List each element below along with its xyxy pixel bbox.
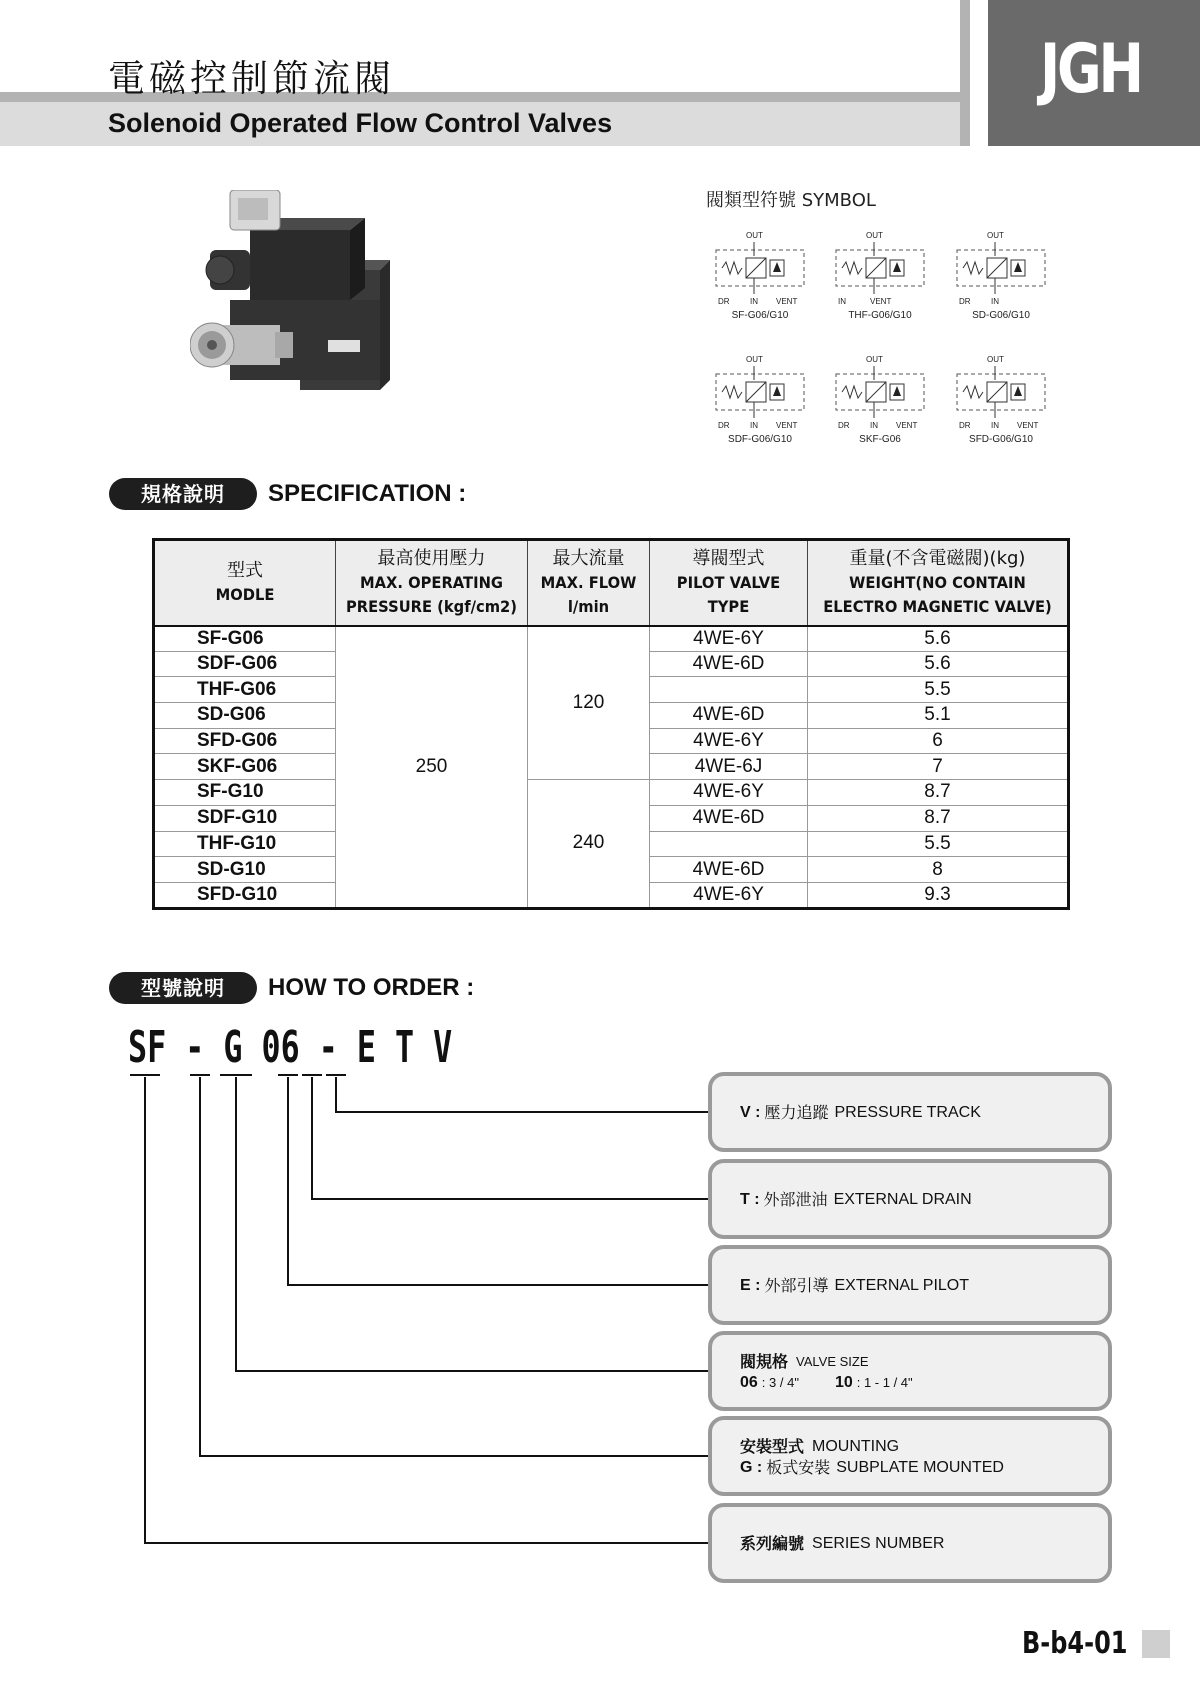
symbol-port-label: VENT — [776, 297, 798, 306]
page-number: B-b4-01 — [1022, 1626, 1128, 1661]
symbol-port-label: IN — [750, 421, 758, 430]
page-title: Solenoid Operated Flow Control Valves — [108, 108, 613, 138]
cell-model: SKF-G06 — [154, 754, 336, 780]
cell-weight: 5.6 — [808, 626, 1069, 652]
cell-weight: 7 — [808, 754, 1069, 780]
symbol-out-label: OUT — [866, 355, 883, 364]
cell-weight: 8 — [808, 857, 1069, 883]
cell-pilot-valve: 4WE-6D — [650, 651, 808, 677]
header-model: 型式 MODLE — [154, 540, 336, 626]
symbol-port-label: IN — [991, 421, 999, 430]
cell-weight: 5.5 — [808, 677, 1069, 703]
cell-model: SFD-G10 — [154, 882, 336, 908]
symbol-port-label: IN — [991, 297, 999, 306]
cell-pilot-valve: 4WE-6Y — [650, 780, 808, 806]
brand-logo: JGH — [1040, 30, 1141, 109]
symbol-out-label: OUT — [746, 355, 763, 364]
symbol-caption: SFD-G06/G10 — [969, 434, 1033, 445]
cell-model: SD-G06 — [154, 703, 336, 729]
cell-weight: 9.3 — [808, 882, 1069, 908]
cell-model: SDF-G10 — [154, 805, 336, 831]
option-valve-size: 閥規格 VALVE SIZE 06 : 3 / 4" 10 : 1 - 1 / 4" — [708, 1331, 1112, 1411]
symbol-port-label: IN — [870, 421, 878, 430]
cell-pilot-valve: 4WE-6D — [650, 703, 808, 729]
cell-model: THF-G10 — [154, 831, 336, 857]
page-title-chinese: 電磁控制節流閥 — [108, 57, 395, 100]
option-external-drain: T : 外部泄油 EXTERNAL DRAIN — [708, 1159, 1112, 1239]
header-pressure: 最高使用壓力 MAX. OPERATING PRESSURE (kgf/cm2) — [336, 540, 528, 626]
symbol-caption: SD-G06/G10 — [972, 310, 1030, 321]
symbol-port-label: DR — [838, 421, 850, 430]
page-marker — [1142, 1630, 1170, 1658]
cell-weight: 5.6 — [808, 651, 1069, 677]
cell-flow: 240 — [528, 780, 650, 908]
cell-weight: 8.7 — [808, 805, 1069, 831]
cell-model: THF-G06 — [154, 677, 336, 703]
symbol-port-label: VENT — [776, 421, 798, 430]
symbol-port-label: DR — [959, 297, 971, 306]
cell-model: SF-G10 — [154, 780, 336, 806]
header-weight: 重量(不含電磁閥)(kg) WEIGHT(NO CONTAIN ELECTRO MAGNETIC VALVE) — [808, 540, 1069, 626]
option-external-pilot: E : 外部引導 EXTERNAL PILOT — [708, 1245, 1112, 1325]
symbol-port-label: DR — [959, 421, 971, 430]
option-mounting: 安裝型式 MOUNTING G : 板式安裝 SUBPLATE MOUNTED — [708, 1416, 1112, 1496]
symbol-port-label: VENT — [896, 421, 918, 430]
symbol-port-label: VENT — [1017, 421, 1039, 430]
cell-pilot-valve: 4WE-6J — [650, 754, 808, 780]
header-flow: 最大流量 MAX. FLOW l/min — [528, 540, 650, 626]
cell-flow: 120 — [528, 626, 650, 780]
symbol-caption: THF-G06/G10 — [848, 310, 912, 321]
cell-model: SD-G10 — [154, 857, 336, 883]
symbol-caption: SDF-G06/G10 — [728, 434, 792, 445]
symbol-caption: SKF-G06 — [859, 434, 901, 445]
header-pilot: 導閥型式 PILOT VALVE TYPE — [650, 540, 808, 626]
symbol-out-label: OUT — [866, 231, 883, 240]
order-pill: 型號說明 — [109, 972, 257, 1004]
cell-pilot-valve: 4WE-6Y — [650, 626, 808, 652]
cell-pilot-valve: 4WE-6Y — [650, 882, 808, 908]
symbol-port-label: DR — [718, 421, 730, 430]
symbol-port-label: IN — [750, 297, 758, 306]
symbol-caption: SF-G06/G10 — [731, 310, 789, 321]
spec-title: SPECIFICATION : — [268, 480, 467, 507]
symbol-port-label: DR — [718, 297, 730, 306]
order-code: SF - G 06 - E T V — [128, 1022, 453, 1073]
cell-pilot-valve: 4WE-6D — [650, 857, 808, 883]
spec-pill: 規格說明 — [109, 478, 257, 510]
cell-weight: 5.1 — [808, 703, 1069, 729]
option-pressure-track: V : 壓力追蹤 PRESSURE TRACK — [708, 1072, 1112, 1152]
cell-pressure: 250 — [336, 626, 528, 909]
option-series-number: 系列編號 SERIES NUMBER — [708, 1503, 1112, 1583]
cell-weight: 6 — [808, 728, 1069, 754]
order-title: HOW TO ORDER : — [268, 974, 475, 1001]
symbol-port-label: VENT — [870, 297, 892, 306]
cell-model: SF-G06 — [154, 626, 336, 652]
cell-pilot-valve: 4WE-6D — [650, 805, 808, 831]
symbol-out-label: OUT — [987, 355, 1004, 364]
symbol-out-label: OUT — [987, 231, 1004, 240]
cell-model: SFD-G06 — [154, 728, 336, 754]
cell-pilot-valve: 4WE-6Y — [650, 728, 808, 754]
cell-model: SDF-G06 — [154, 651, 336, 677]
cell-weight: 5.5 — [808, 831, 1069, 857]
symbol-port-label: IN — [838, 297, 846, 306]
symbol-section-title: 閥類型符號 SYMBOL — [706, 190, 876, 211]
symbol-out-label: OUT — [746, 231, 763, 240]
cell-weight: 8.7 — [808, 780, 1069, 806]
